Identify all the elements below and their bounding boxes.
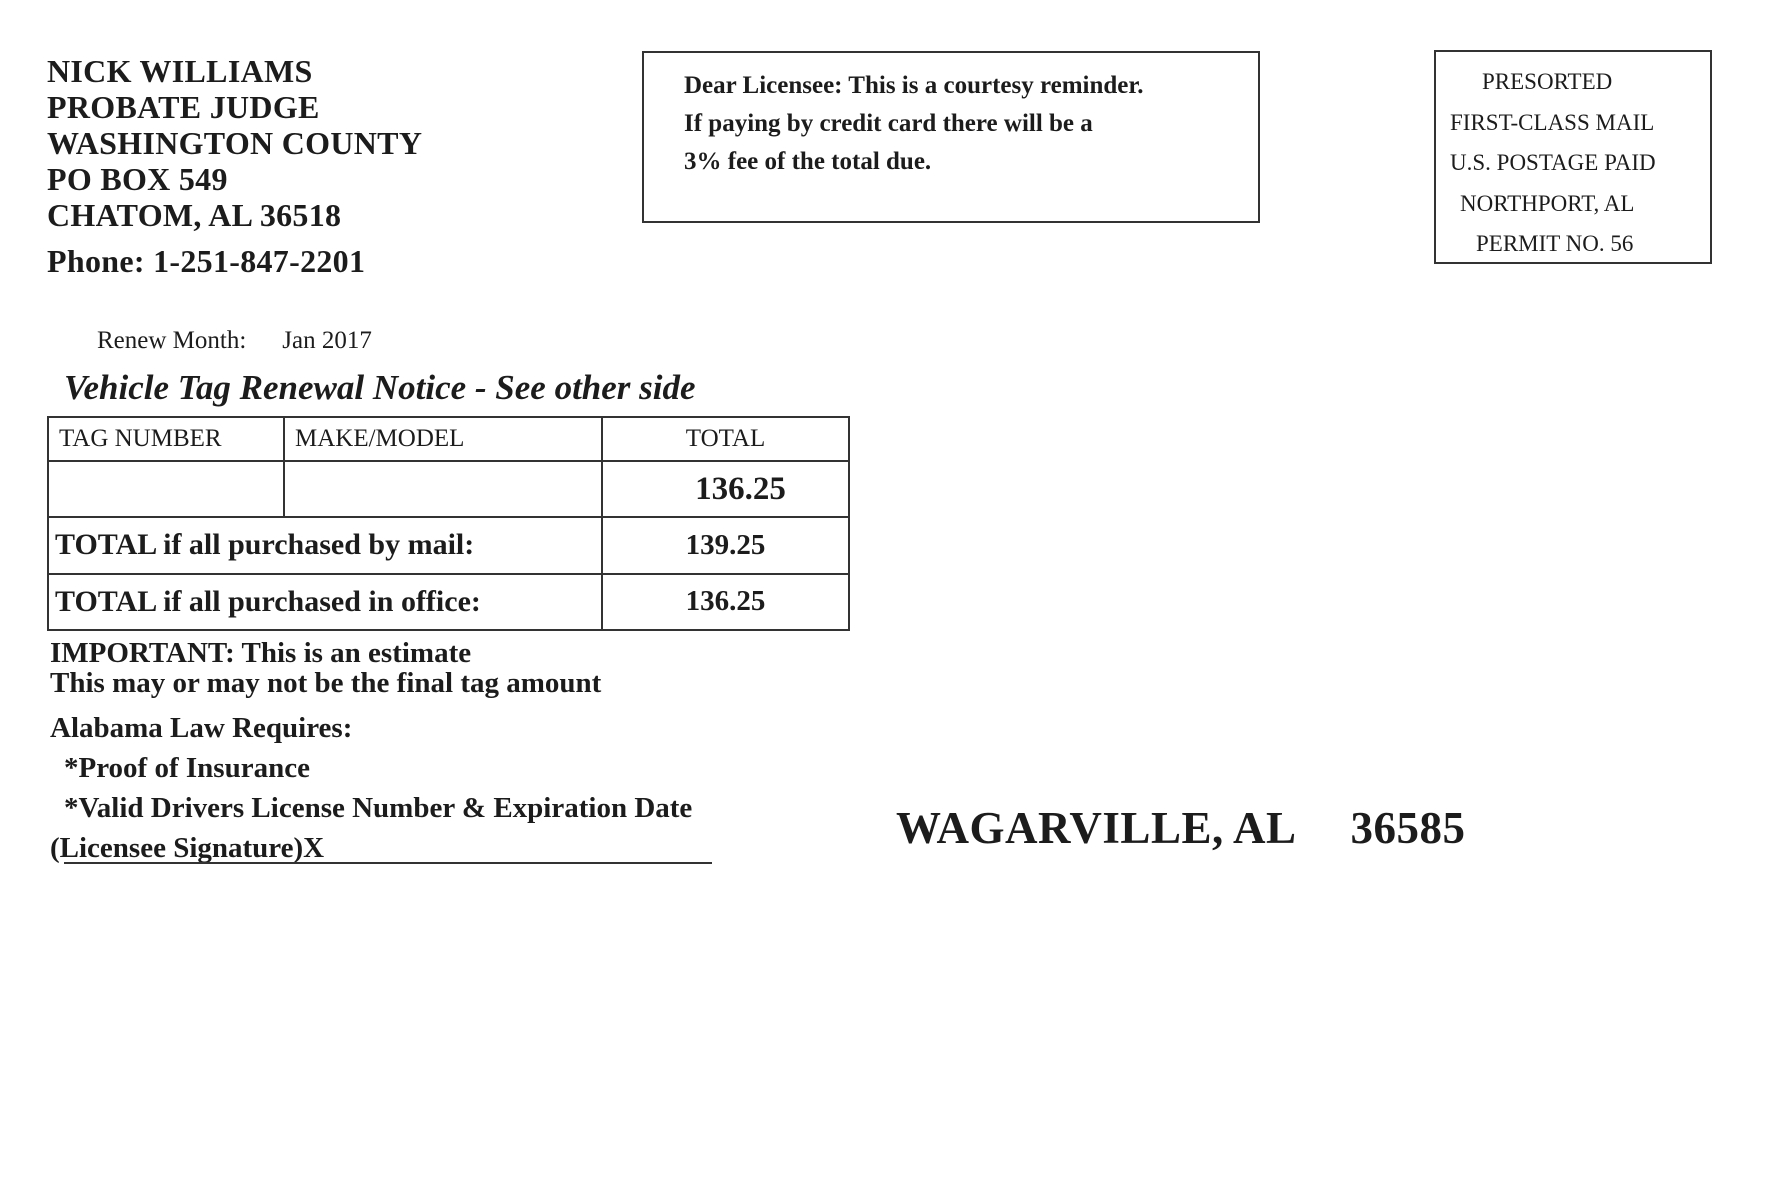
cell-make-model bbox=[284, 461, 602, 517]
postage-line-presorted: PRESORTED bbox=[1482, 69, 1613, 94]
law-item-insurance: *Proof of Insurance bbox=[64, 752, 310, 784]
law-item-license: *Valid Drivers License Number & Expiration Date bbox=[64, 792, 693, 824]
office-total-label: TOTAL if all purchased in office: bbox=[48, 574, 602, 630]
cell-tag-number bbox=[48, 461, 284, 517]
sender-address bbox=[47, 53, 422, 279]
tag-renewal-table bbox=[47, 416, 850, 631]
destination-address bbox=[896, 802, 1466, 854]
destination-city-state: WAGARVILLE, AL bbox=[896, 803, 1297, 853]
mail-total-amount: 139.25 bbox=[602, 517, 849, 573]
renew-month-value: Jan 2017 bbox=[282, 327, 372, 354]
office-total-amount: 136.25 bbox=[602, 574, 849, 630]
courtesy-line-1: Dear Licensee: This is a courtesy reminder. bbox=[684, 72, 1144, 99]
header-tag-number: TAG NUMBER bbox=[48, 417, 284, 461]
postage-indicia bbox=[1434, 50, 1712, 264]
mail-total-label: TOTAL if all purchased by mail: bbox=[48, 517, 602, 573]
signature-line bbox=[64, 862, 712, 864]
law-heading: Alabama Law Requires: bbox=[50, 712, 353, 744]
renew-month-label: Renew Month: bbox=[97, 327, 247, 354]
office-total-row bbox=[48, 574, 849, 630]
mail-total-row bbox=[48, 517, 849, 573]
postage-line-permit: PERMIT NO. 56 bbox=[1476, 231, 1634, 256]
notice-title: Vehicle Tag Renewal Notice - See other side bbox=[64, 368, 696, 407]
sender-name: NICK WILLIAMS bbox=[47, 53, 313, 89]
header-make-model: MAKE/MODEL bbox=[284, 417, 602, 461]
header-total: TOTAL bbox=[602, 417, 849, 461]
courtesy-reminder-box bbox=[642, 51, 1260, 223]
postage-line-paid: U.S. POSTAGE PAID bbox=[1450, 150, 1656, 175]
sender-county: WASHINGTON COUNTY bbox=[47, 125, 423, 161]
renew-month bbox=[97, 327, 372, 355]
sender-title: PROBATE JUDGE bbox=[47, 89, 320, 125]
destination-zip: 36585 bbox=[1350, 803, 1466, 853]
sender-city-state-zip: CHATOM, AL 36518 bbox=[47, 197, 342, 233]
important-notice bbox=[50, 638, 601, 698]
table-row bbox=[48, 461, 849, 517]
courtesy-line-3: 3% fee of the total due. bbox=[684, 148, 932, 175]
cell-total: 136.25 bbox=[602, 461, 849, 517]
important-line-1: IMPORTANT: This is an estimate bbox=[50, 637, 472, 669]
postage-line-city: NORTHPORT, AL bbox=[1460, 190, 1635, 216]
law-requirements bbox=[50, 708, 692, 868]
important-line-2: This may or may not be the final tag amount bbox=[50, 667, 602, 699]
postage-line-class: FIRST-CLASS MAIL bbox=[1450, 109, 1655, 135]
sender-phone: Phone: 1-251-847-2201 bbox=[47, 243, 366, 279]
sender-po-box: PO BOX 549 bbox=[47, 161, 228, 197]
table-header-row bbox=[48, 417, 849, 461]
signature-label: (Licensee Signature)X bbox=[50, 832, 325, 864]
courtesy-line-2: If paying by credit card there will be a bbox=[684, 110, 1093, 137]
